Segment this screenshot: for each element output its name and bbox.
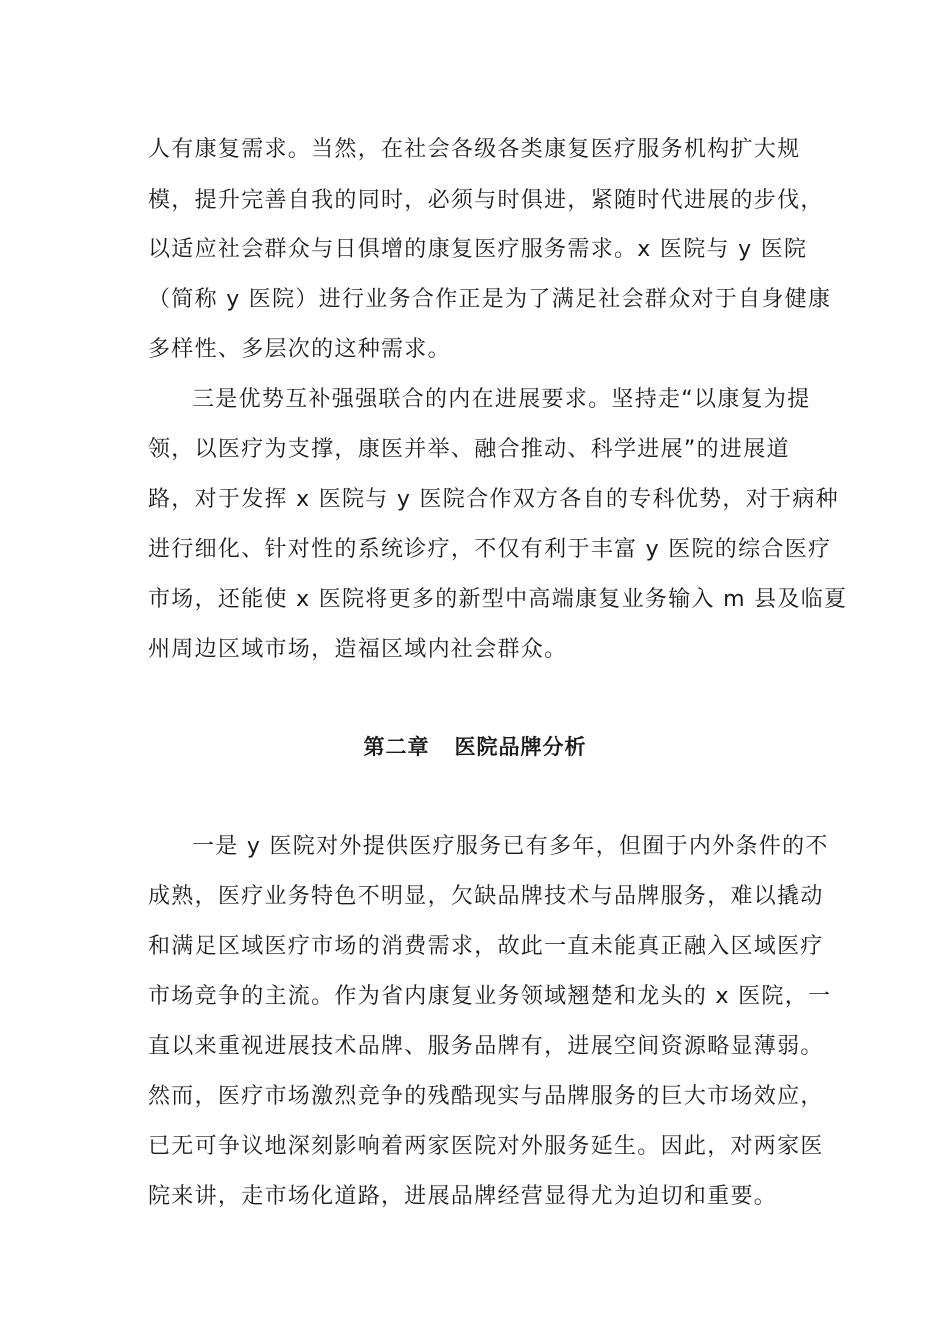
chapter-heading: 第二章 医院品牌分析 (363, 735, 587, 759)
paragraph-1-line-2: 模，提升完善自我的同时，必须与时俱进，紧随时代进展的步伐， (148, 188, 824, 213)
paragraph-1-line-3: 以适应社会群众与日俱增的康复医疗服务需求。x 医院与 y 医院 (148, 237, 808, 262)
paragraph-2-line-1: 三是优势互补强强联合的内在进展要求。坚持走“以康复为提 (192, 387, 811, 412)
paragraph-3-line-5: 直以来重视进展技术品牌、服务品牌有，进展空间资源略显薄弱。 (148, 1034, 824, 1059)
paragraph-3-line-8: 院来讲，走市场化道路，进展品牌经营显得尤为迫切和重要。 (148, 1184, 778, 1209)
paragraph-1-line-4: （简称 y 医院）进行业务合作正是为了满足社会群众对于自身健康 (148, 287, 832, 312)
paragraph-1-line-1: 人有康复需求。当然，在社会各级各类康复医疗服务机构扩大规 (148, 137, 801, 162)
paragraph-2-line-5: 市场，还能使 x 医院将更多的新型中高端康复业务输入 m 县及临夏 (148, 587, 848, 612)
paragraph-3-line-3: 和满足区域医疗市场的消费需求，故此一直未能真正融入区域医疗 (148, 934, 824, 959)
paragraph-3-line-6: 然而，医疗市场激烈竞争的残酷现实与品牌服务的巨大市场效应， (148, 1084, 824, 1109)
paragraph-3-line-7: 已无可争议地深刻影响着两家医院对外服务延生。因此，对两家医 (148, 1134, 824, 1159)
paragraph-2-line-6: 州周边区域市场，造福区域内社会群众。 (148, 637, 568, 662)
paragraph-3-line-1: 一是 y 医院对外提供医疗服务已有多年，但囿于内外条件的不 (192, 834, 829, 859)
paragraph-2-line-3: 路，对于发挥 x 医院与 y 医院合作双方各自的专科优势，对于病种 (148, 487, 839, 512)
paragraph-3-line-2: 成熟，医疗业务特色不明显，欠缺品牌技术与品牌服务，难以撬动 (148, 884, 824, 909)
paragraph-1-line-5: 多样性、多层次的这种需求。 (148, 337, 451, 362)
paragraph-3-line-4: 市场竞争的主流。作为省内康复业务领域翘楚和龙头的 x 医院，一 (148, 984, 832, 1009)
paragraph-2-line-2: 领，以医疗为支撑，康医并举、融合推动、科学进展”的进展道 (148, 437, 790, 462)
paragraph-2-line-4: 进行细化、针对性的系统诊疗，不仅有利于丰富 y 医院的综合医疗 (148, 537, 832, 562)
